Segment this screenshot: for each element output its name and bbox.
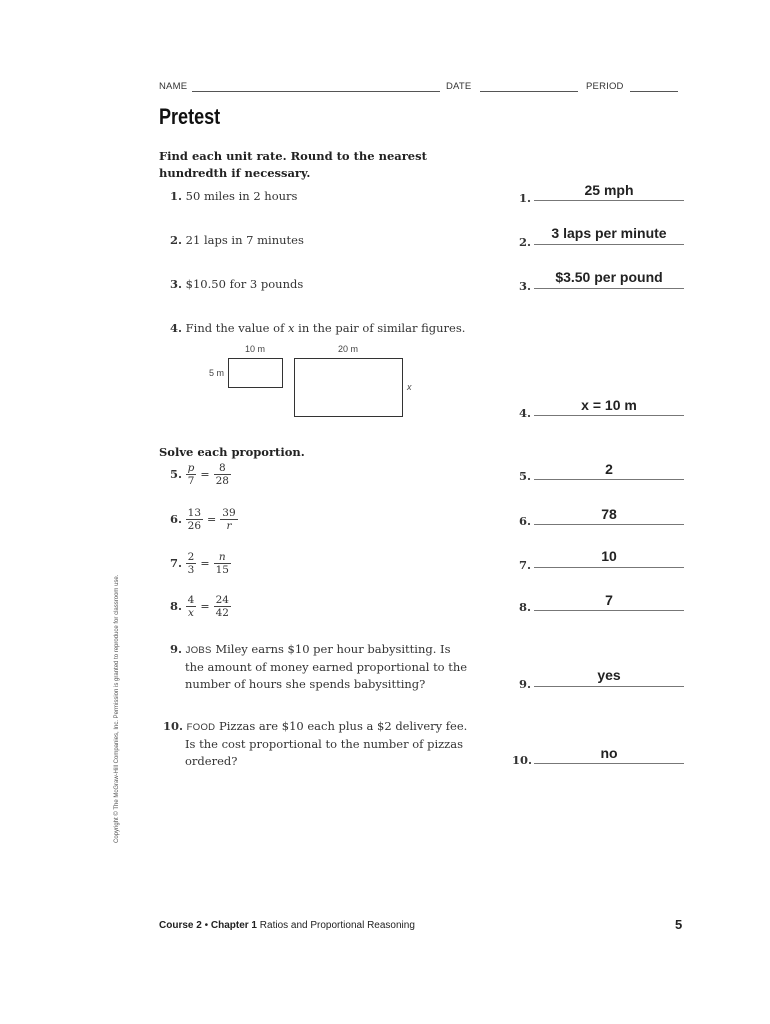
- answer-line: [534, 567, 684, 568]
- question-2: [170, 232, 304, 249]
- small-rect-height-label: 5 m: [209, 368, 225, 378]
- question-number: 6.: [170, 512, 183, 526]
- answer-text: no: [600, 745, 618, 761]
- equals-sign: =: [200, 557, 210, 570]
- denominator: 15: [215, 564, 229, 576]
- numerator: p: [187, 462, 195, 474]
- chapter-label: Chapter 1: [210, 920, 257, 931]
- period-label: PERIOD: [586, 81, 624, 92]
- topic-tag: JOBS: [185, 645, 212, 656]
- copyright-notice: Copyright © The McGraw-Hill Companies, Inc. Permission is granted to reproduce for classroom use.: [114, 574, 120, 843]
- footer-course-info: [159, 920, 415, 931]
- large-rectangle: [294, 358, 403, 417]
- question-number: 8.: [170, 599, 183, 613]
- chapter-title: Ratios and Proportional Reasoning: [259, 920, 415, 931]
- proportion-8: [170, 594, 231, 619]
- answer-text: x = 10 m: [581, 397, 637, 413]
- bullet: •: [204, 920, 209, 931]
- section2-instructions: Solve each proportion.: [159, 445, 305, 459]
- large-rect-width-label: 20 m: [338, 344, 359, 354]
- question-text: 21 laps in 7 minutes: [185, 233, 304, 247]
- question-4: [170, 320, 465, 337]
- answer-number: 4.: [519, 406, 532, 420]
- equals-sign: =: [200, 600, 210, 613]
- answer-number: 7.: [519, 558, 532, 572]
- answer-line: [534, 244, 684, 245]
- answer-text: 2: [605, 461, 613, 477]
- date-label: DATE: [446, 81, 472, 92]
- answer-line: [534, 200, 684, 201]
- fraction: [186, 551, 197, 576]
- date-field: [480, 91, 578, 92]
- denominator: 28: [215, 475, 229, 487]
- question-text: $10.50 for 3 pounds: [185, 277, 304, 291]
- small-rect-width-label: 10 m: [245, 344, 266, 354]
- question-number: 1.: [170, 189, 183, 203]
- answer-text: 3 laps per minute: [551, 225, 667, 241]
- question-number: 9.: [170, 642, 183, 656]
- answer-text: yes: [597, 667, 621, 683]
- fraction: [214, 551, 231, 576]
- question-number: 4.: [170, 321, 183, 335]
- equals-sign: =: [207, 513, 217, 526]
- proportion-7: [170, 551, 231, 576]
- page-title: Pretest: [159, 104, 221, 129]
- question-number: 7.: [170, 556, 183, 570]
- proportion-6: [170, 507, 238, 532]
- answer-number: 5.: [519, 469, 532, 483]
- numerator: 24: [215, 594, 229, 606]
- page-number: 5: [675, 917, 683, 932]
- answer-number: 9.: [519, 677, 532, 691]
- answer-number: 1.: [519, 191, 532, 205]
- question-number: 5.: [170, 467, 183, 481]
- fraction: [214, 594, 231, 619]
- question-3: [170, 276, 303, 293]
- answer-line: [534, 479, 684, 480]
- variable: x: [287, 321, 295, 335]
- numerator: 8: [214, 462, 231, 475]
- answer-text: $3.50 per pound: [555, 269, 663, 285]
- equals-sign: =: [200, 468, 210, 481]
- answer-number: 6.: [519, 514, 532, 528]
- denominator: 7: [187, 475, 195, 487]
- section1-instructions: [159, 148, 427, 182]
- answer-line: [534, 763, 684, 764]
- answer-line: [534, 288, 684, 289]
- fraction: [220, 507, 237, 532]
- numerator: n: [214, 551, 231, 564]
- answer-text: 25 mph: [584, 182, 634, 198]
- question-text: Is the cost proportional to the number of pizzas: [185, 737, 463, 751]
- topic-tag: FOOD: [186, 722, 216, 733]
- question-number: 3.: [170, 277, 183, 291]
- fraction: [186, 462, 197, 487]
- question-text: the amount of money earned proportional to the: [185, 660, 468, 674]
- question-1: [170, 188, 297, 205]
- fraction: [214, 462, 231, 487]
- word-problem-10: [163, 718, 473, 770]
- question-text: ordered?: [185, 754, 238, 768]
- name-label: NAME: [159, 81, 188, 92]
- numerator: 13: [187, 507, 202, 519]
- question-text: Pizzas are $10 each plus a $2 delivery fee.: [218, 719, 468, 733]
- denominator: 26: [187, 520, 202, 532]
- answer-line: [534, 415, 684, 416]
- answer-line: [534, 610, 684, 611]
- instructions-line: Find each unit rate. Round to the nearest: [159, 149, 427, 163]
- answer-number: 2.: [519, 235, 532, 249]
- answer-number: 10.: [512, 753, 533, 767]
- answer-number: 3.: [519, 279, 532, 293]
- numerator: 4: [187, 594, 195, 606]
- course-label: Course 2: [159, 920, 202, 931]
- question-text: in the pair of similar figures.: [294, 321, 466, 335]
- question-number: 2.: [170, 233, 183, 247]
- question-text: 50 miles in 2 hours: [185, 189, 298, 203]
- instructions-line: hundredth if necessary.: [159, 166, 311, 180]
- denominator: x: [188, 607, 194, 619]
- denominator: r: [226, 520, 232, 532]
- proportion-5: [170, 462, 231, 487]
- question-text: Miley earns $10 per hour babysitting. Is: [215, 642, 451, 656]
- question-number: 10.: [163, 719, 184, 733]
- fraction: [186, 594, 197, 619]
- answer-line: [534, 524, 684, 525]
- small-rectangle: [228, 358, 283, 388]
- fraction: [186, 507, 203, 532]
- answer-line: [534, 686, 684, 687]
- denominator: 42: [215, 607, 229, 619]
- name-field: [192, 91, 440, 92]
- answer-number: 8.: [519, 600, 532, 614]
- large-rect-height-label: x: [407, 382, 412, 392]
- denominator: 3: [187, 564, 195, 576]
- numerator: 39: [222, 507, 236, 519]
- answer-text: 78: [601, 506, 617, 522]
- answer-text: 7: [605, 592, 613, 608]
- answer-text: 10: [601, 548, 617, 564]
- period-field: [630, 91, 678, 92]
- question-text: Find the value of: [185, 321, 288, 335]
- word-problem-9: [170, 641, 470, 693]
- question-text: number of hours she spends babysitting?: [185, 677, 426, 691]
- numerator: 2: [187, 551, 195, 563]
